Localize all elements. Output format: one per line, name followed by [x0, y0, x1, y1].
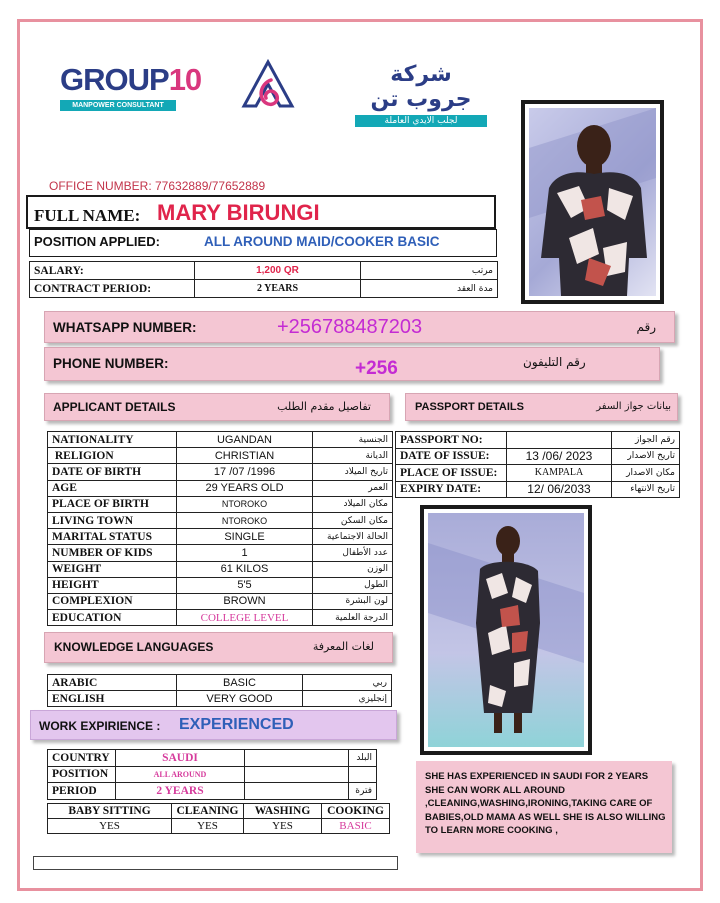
expiry-date-label: EXPIRY DATE: — [396, 481, 507, 498]
complexion-label: COMPLEXION — [48, 593, 177, 609]
english-language-arabic: إنجليزي — [303, 691, 392, 707]
weight-value: 61 KILOS — [177, 561, 313, 577]
position-history-arabic — [349, 766, 377, 783]
work-history-table — [47, 749, 377, 800]
skill-cooking-value: BASIC — [322, 819, 390, 834]
skills-header-row — [48, 804, 390, 819]
dob-label: DATE OF BIRTH — [48, 464, 177, 480]
table-row — [396, 432, 680, 449]
marital-status-arabic: الحالة الاجتماعية — [313, 529, 393, 545]
whatsapp-arabic: رقم — [636, 320, 656, 334]
arabic-company-name: شركة جروب تن — [370, 62, 472, 112]
period-arabic: فترة — [349, 783, 377, 800]
work-experience-banner — [30, 710, 397, 740]
position-empty-cell — [245, 766, 349, 783]
nationality-value: UGANDAN — [177, 432, 313, 448]
religion-value: CHRISTIAN — [177, 448, 313, 464]
period-label: PERIOD — [48, 783, 116, 800]
table-row — [48, 529, 393, 545]
whatsapp-number[interactable]: +256788487203 — [277, 316, 423, 338]
table-row — [396, 481, 680, 498]
nationality-arabic: الجنسية — [313, 432, 393, 448]
empty-footer-field — [33, 856, 398, 870]
religion-label: RELIGION — [48, 448, 177, 464]
table-row — [48, 448, 393, 464]
salary-label: SALARY: — [30, 262, 195, 280]
date-of-issue-value: 13 /06/ 2023 — [507, 448, 612, 465]
table-row — [48, 545, 393, 561]
position-history-label: POSITION — [48, 766, 116, 783]
kids-arabic: عدد الأطفال — [313, 545, 393, 561]
table-row — [396, 465, 680, 482]
whatsapp-banner — [44, 311, 675, 343]
position-label: POSITION APPLIED: — [34, 234, 160, 249]
languages-arabic: لغات المعرفة — [312, 640, 374, 653]
group10-logo — [60, 62, 201, 111]
skill-cleaning-value: YES — [172, 819, 244, 834]
languages-table — [47, 674, 392, 707]
logo-tagline: MANPOWER CONSULTANT — [60, 100, 176, 111]
nationality-label: NATIONALITY — [48, 432, 177, 448]
applicant-details-label: APPLICANT DETAILS — [53, 400, 176, 414]
skill-washing-header: WASHING — [244, 804, 322, 819]
salary-arabic: مرتب — [361, 262, 498, 280]
passport-details-label: PASSPORT DETAILS — [415, 401, 524, 413]
skill-cooking-header: COOKING — [322, 804, 390, 819]
applicant-photo-full-body — [420, 505, 592, 755]
marital-status-label: MARITAL STATUS — [48, 529, 177, 545]
marital-status-value: SINGLE — [177, 529, 313, 545]
phone-arabic: رقم التليفون — [523, 355, 586, 369]
languages-label: KNOWLEDGE LANGUAGES — [54, 640, 214, 654]
height-arabic: الطول — [313, 577, 393, 593]
skill-baby-sitting-value: YES — [48, 819, 172, 834]
expiry-date-value: 12/ 06/2033 — [507, 481, 612, 498]
experience-note-text: SHE HAS EXPERIENCED IN SAUDI FOR 2 YEARS SHE CAN WORK ALL AROUND ,CLEANING,WASHING,IRONING,TAKING CARE OF BABIES,OLD MAMA AS WELL SHE IS ALSO WILLING TO LEARN MORE COOKING , — [425, 771, 666, 836]
education-label: EDUCATION — [48, 610, 177, 626]
height-value: 5'5 — [177, 577, 313, 593]
arabic-language-level: BASIC — [177, 675, 303, 691]
table-row — [48, 593, 393, 609]
table-row — [48, 480, 393, 496]
education-value: COLLEGE LEVEL — [177, 610, 313, 626]
passport-no-label: PASSPORT NO: — [396, 432, 507, 449]
english-language-level: VERY GOOD — [177, 691, 303, 707]
table-row — [48, 783, 377, 800]
table-row — [48, 750, 377, 767]
table-row — [48, 675, 392, 691]
full-name-value: MARY BIRUNGI — [157, 200, 320, 225]
table-row — [396, 448, 680, 465]
english-language-label: ENGLISH — [48, 691, 177, 707]
phone-banner — [44, 347, 660, 381]
place-of-birth-arabic: مكان الميلاد — [313, 496, 393, 512]
applicant-photo-portrait — [521, 100, 664, 304]
living-town-label: LIVING TOWN — [48, 512, 177, 528]
salary-value: 1,200 QR — [195, 262, 361, 280]
full-name-label: FULL NAME: — [34, 206, 141, 225]
dob-value: 17 /07 /1996 — [177, 464, 313, 480]
skill-washing-value: YES — [244, 819, 322, 834]
table-row — [48, 610, 393, 626]
age-value: 29 YEARS OLD — [177, 480, 313, 496]
date-of-issue-label: DATE OF ISSUE: — [396, 448, 507, 465]
dob-arabic: تاريخ الميلاد — [313, 464, 393, 480]
kids-label: NUMBER OF KIDS — [48, 545, 177, 561]
applicant-details-arabic: تفاصيل مقدم الطلب — [277, 400, 371, 413]
weight-arabic: الوزن — [313, 561, 393, 577]
height-label: HEIGHT — [48, 577, 177, 593]
skill-baby-sitting-header: BABY SITTING — [48, 804, 172, 819]
skills-table — [47, 803, 390, 834]
languages-header — [44, 632, 393, 663]
education-arabic: الدرجة العلمية — [313, 610, 393, 626]
place-of-birth-label: PLACE OF BIRTH — [48, 496, 177, 512]
position-history-value: ALL AROUND — [116, 766, 245, 783]
work-experience-value: EXPERIENCED — [179, 716, 294, 733]
arabic-logo — [355, 62, 487, 127]
table-row — [48, 512, 393, 528]
period-value: 2 YEARS — [116, 783, 245, 800]
logo-group-text: GROUP — [60, 62, 169, 97]
table-row — [48, 766, 377, 783]
passport-table — [395, 431, 680, 498]
place-of-issue-arabic: مكان الاصدار — [612, 465, 680, 482]
office-number: OFFICE NUMBER: 77632889/77652889 — [49, 179, 266, 193]
weight-label: WEIGHT — [48, 561, 177, 577]
table-row — [48, 496, 393, 512]
phone-label: PHONE NUMBER: — [53, 356, 169, 371]
table-row — [48, 577, 393, 593]
arabic-language-arabic: ربي — [303, 675, 392, 691]
country-value: SAUDI — [116, 750, 245, 767]
arabic-language-label: ARABIC — [48, 675, 177, 691]
logo-ten-text: 10 — [168, 62, 202, 97]
country-empty-cell — [245, 750, 349, 767]
contract-label: CONTRACT PERIOD: — [30, 280, 195, 298]
experience-note-box — [416, 761, 672, 853]
religion-arabic: الديانة — [313, 448, 393, 464]
skill-cleaning-header: CLEANING — [172, 804, 244, 819]
living-town-arabic: مكان السكن — [313, 512, 393, 528]
phone-number[interactable]: +256 — [355, 358, 398, 379]
salary-contract-table — [29, 261, 498, 298]
table-row — [48, 432, 393, 448]
expiry-date-arabic: تاريخ الانتهاء — [612, 481, 680, 498]
applicant-details-header — [44, 393, 390, 421]
place-of-issue-value: KAMPALA — [507, 465, 612, 482]
country-label: COUNTRY — [48, 750, 116, 767]
table-row — [48, 561, 393, 577]
living-town-value: NTOROKO — [177, 512, 313, 528]
contract-arabic: مدة العقد — [361, 280, 498, 298]
age-arabic: العمر — [313, 480, 393, 496]
passport-details-arabic: بيانات جواز السفر — [596, 401, 671, 412]
age-label: AGE — [48, 480, 177, 496]
passport-details-header — [405, 393, 678, 421]
arabic-tagline: لجلب الايدي العاملة — [355, 115, 487, 127]
company-emblem-icon — [240, 58, 296, 114]
contract-value: 2 YEARS — [195, 280, 361, 298]
place-of-issue-label: PLACE OF ISSUE: — [396, 465, 507, 482]
passport-no-arabic: رقم الجواز — [612, 432, 680, 449]
kids-value: 1 — [177, 545, 313, 561]
complexion-value: BROWN — [177, 593, 313, 609]
applicant-details-table — [47, 431, 393, 626]
whatsapp-label: WHATSAPP NUMBER: — [53, 320, 197, 335]
date-of-issue-arabic: تاريخ الاصدار — [612, 448, 680, 465]
work-experience-label: WORK EXPIRIENCE : — [39, 719, 161, 733]
table-row — [48, 691, 392, 707]
passport-no-value — [507, 432, 612, 449]
place-of-birth-value: NTOROKO — [177, 496, 313, 512]
table-row — [48, 464, 393, 480]
complexion-arabic: لون البشرة — [313, 593, 393, 609]
country-arabic: البلد — [349, 750, 377, 767]
skills-value-row — [48, 819, 390, 834]
period-empty-cell — [245, 783, 349, 800]
position-value: ALL AROUND MAID/COOKER BASIC — [204, 234, 440, 249]
